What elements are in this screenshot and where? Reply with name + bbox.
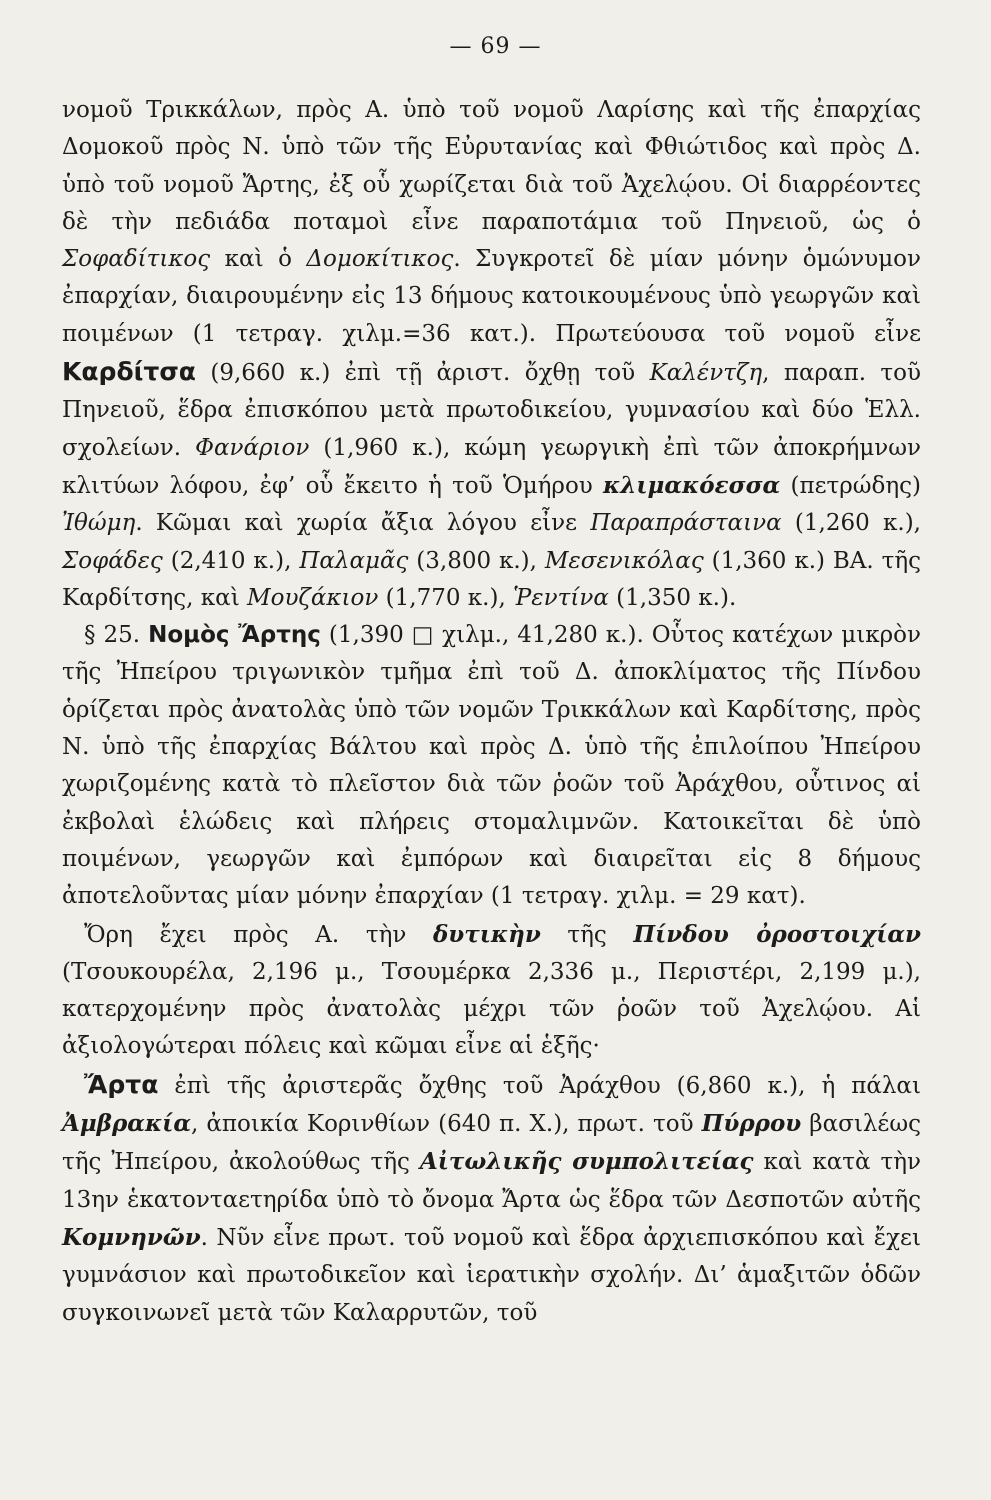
- italic-term: Παραπράσταινα: [590, 510, 782, 537]
- text-run: , παραπ. τοῦ Πηνειοῦ, ἕδρα ἐπισκόπου μετὰ πρωτοδικείου, γυμνασίου καὶ δύο Ἑλλ. σχολείων.: [62, 360, 921, 461]
- italic-term: Δομοκίτικος: [306, 246, 454, 273]
- text-run: (1,960 κ.), κώμη γεωργικὴ ἐπὶ τῶν ἀποκρήμνων κλιτύων λόφου, ἐφ’ οὗ ἔκειτο ἡ τοῦ Ὁμήρου: [62, 434, 921, 499]
- text-run: Ὄρη ἔχει πρὸς Α. τὴν: [84, 921, 433, 948]
- italic-term: Παλαμᾶς: [299, 547, 409, 574]
- italic-term: Πίνδου ὀροστοιχίαν: [633, 920, 921, 948]
- italic-term: Ἰθώμη: [62, 510, 136, 537]
- text-run: νομοῦ Τρικκάλων, πρὸς Α. ὑπὸ τοῦ νομοῦ Λαρίσης καὶ τῆς ἐπαρχίας Δομοκοῦ πρὸς Ν. ὑπὸ τῶν τῆς Εὐρυτανίας καὶ Φθιώτιδος καὶ πρὸς Δ. ὑπὸ τοῦ νομοῦ Ἄρτης, ἐξ οὗ χωρίζεται διὰ τοῦ Ἀχελῴου. Οἱ διαρρέοντες δὲ τὴν πεδιάδα ποταμοὶ εἶνε παραποτάμια τοῦ Πηνειοῦ, ὡς ὁ: [62, 97, 921, 235]
- section-title: Νομὸς Ἄρτης: [148, 622, 321, 649]
- text-run: τῆς: [540, 921, 634, 948]
- paragraph-section-25: [62, 617, 921, 915]
- page-number: — 69 —: [449, 34, 542, 59]
- paragraph-kardhitsa-nome: [62, 92, 921, 617]
- italic-term: Φανάριον: [195, 434, 310, 461]
- italic-term: Ῥεντίνα: [513, 584, 609, 611]
- section-number: § 25.: [84, 622, 149, 649]
- text-run: (1,260 κ.),: [781, 510, 921, 537]
- text-run: . Συγκροτεῖ δὲ μίαν μόνην ὁμώνυμον ἐπαρχίαν, διαιρουμένην εἰς 13 δήμους κατοικουμένους ὑπὸ γεωργῶν καὶ ποιμένων (1 τετραγ. χιλμ.=36 κατ.). Πρωτεύουσα τοῦ νομοῦ εἶνε: [62, 246, 921, 347]
- text-run: . Κῶμαι καὶ χωρία ἄξια λόγου εἶνε: [135, 510, 591, 537]
- text-run: (1,350 κ.).: [608, 584, 737, 611]
- bold-place-name: Καρδίτσα: [62, 357, 196, 387]
- italic-term: Ἀμβρακία: [62, 1110, 192, 1138]
- bold-place-name: Ἄρτα: [84, 1069, 159, 1099]
- italic-term: Αἰτωλικῆς συμπολιτείας: [419, 1148, 754, 1176]
- italic-term: Σοφάδες: [62, 547, 163, 574]
- italic-term: Καλέντζη: [649, 360, 763, 387]
- italic-term: Σοφαδίτικος: [62, 246, 211, 273]
- text-run: , ἀποικία Κορινθίων (640 π. Χ.), πρωτ. τοῦ: [191, 1111, 702, 1138]
- text-run: (πετρώδης): [780, 472, 921, 499]
- body-text: [62, 92, 921, 1332]
- italic-term: Πύρρου: [701, 1110, 802, 1138]
- italic-term: Κομνηνῶν: [62, 1223, 201, 1251]
- text-run: καὶ ὁ: [210, 246, 307, 273]
- text-run: καὶ κατὰ τὴν 13ην ἑκατονταετηρίδα ὑπὸ τὸ ὄνομα Ἄρτα ὡς ἕδρα τῶν Δεσποτῶν αὐτῆς: [62, 1149, 921, 1213]
- text-run: (1,360 κ.) ΒΑ. τῆς Καρδίτσης, καὶ: [62, 547, 921, 611]
- paragraph-arta: [62, 1066, 921, 1332]
- text-run: ἐπὶ τῆς ἀριστερᾶς ὄχθης τοῦ Ἀράχθου (6,860 κ.), ἡ πάλαι: [158, 1072, 921, 1099]
- text-run: (Τσουκουρέλα, 2,196 μ., Τσουμέρκα 2,336 μ., Περιστέρι, 2,199 μ.), κατερχομένην πρὸς ἀνατολὰς μέχρι τῶν ῥοῶν τοῦ Ἀχελῴου. Αἱ ἀξιολογώτεραι πόλεις καὶ κῶμαι εἶνε αἱ ἑξῆς·: [62, 958, 921, 1060]
- italic-term: Μουζάκιον: [247, 584, 379, 611]
- italic-term: κλιμακόεσσα: [603, 471, 781, 499]
- text-run: (1,390 □ χιλμ., 41,280 κ.). Οὗτος κατέχων μικρὸν τῆς Ἠπείρου τριγωνικὸν τμῆμα ἐπὶ τοῦ Δ. ἀποκλίματος τῆς Πίνδου ὁρίζεται πρὸς ἀνατολὰς ὑπὸ τῶν νομῶν Τρικκάλων καὶ Καρδίτσης, πρὸς Ν. ὑπὸ τῆς ἐπαρχίας Βάλτου καὶ πρὸς Δ. ὑπὸ τῆς ἐπιλοίπου Ἠπείρου χωριζομένης κατὰ τὸ πλεῖστον διὰ τῶν ῥοῶν τοῦ Ἀράχθου, οὗτινος αἱ ἐκβολαὶ ἑλώδεις καὶ πλήρεις στομαλιμνῶν. Κατοικεῖται δὲ ὑπὸ ποιμένων, γεωργῶν καὶ ἐμπόρων καὶ διαιρεῖται εἰς 8 δήμους ἀποτελοῦντας μίαν μόνην ἐπαρχίαν (1 τετραγ. χιλμ. = 29 κατ).: [62, 622, 921, 910]
- text-run: . Νῦν εἶνε πρωτ. τοῦ νομοῦ καὶ ἕδρα ἀρχιεπισκόπου καὶ ἔχει γυμνάσιον καὶ πρωτοδικεῖον καὶ ἱερατικὴν σχολήν. Δι’ ἁμαξιτῶν ὁδῶν συγκοινωνεῖ μετὰ τῶν Καλαρρυτῶν, τοῦ: [62, 1224, 921, 1326]
- text-run: (1,770 κ.),: [378, 584, 514, 611]
- paragraph-mountains: [62, 916, 921, 1066]
- text-run: (9,660 κ.) ἐπὶ τῇ ἀριστ. ὄχθῃ τοῦ: [195, 360, 650, 387]
- text-run: βασιλέως τῆς Ἠπείρου, ἀκολούθως τῆς: [62, 1111, 921, 1176]
- text-run: (2,410 κ.),: [162, 547, 300, 574]
- italic-term: Μεσενικόλας: [544, 547, 704, 574]
- italic-term: δυτικὴν: [432, 920, 541, 948]
- text-run: (3,800 κ.),: [408, 547, 545, 574]
